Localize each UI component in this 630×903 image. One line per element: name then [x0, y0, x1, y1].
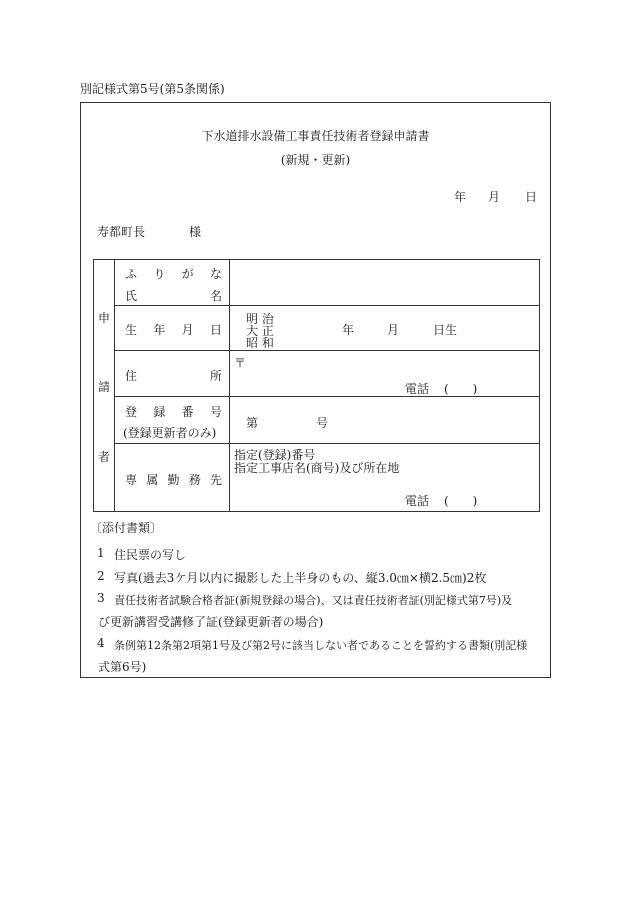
date-day-field[interactable]: 日 [525, 190, 538, 204]
registration-number-input[interactable] [262, 408, 314, 432]
birth-year-field[interactable]: 年 [342, 323, 355, 337]
era-taisho[interactable]: 大 正 [246, 324, 274, 338]
attachment-3-text-cont: び更新講習受講修了証(登録更新者の場合) [98, 615, 324, 629]
applicant-group-label-3: 者 [98, 450, 111, 464]
attachment-4-text-cont: 式第6号) [98, 660, 147, 674]
name-label: 氏 名 [125, 289, 222, 303]
attachment-3-num: 3 [97, 591, 105, 605]
furigana-label: ふ り が な [125, 267, 222, 281]
attachment-2-text: 写真(過去3ケ月以内に撮影した上半身のもの、縦3.0㎝×横2.5㎝)2枚 [114, 571, 487, 585]
registration-dai: 第 [246, 416, 259, 430]
era-meiji[interactable]: 明 治 [246, 312, 274, 326]
name-input[interactable] [231, 261, 538, 304]
registration-note: (登録更新者のみ) [123, 426, 217, 440]
applicant-group-label-2: 請 [98, 380, 111, 394]
date-year-field[interactable]: 年 [454, 190, 467, 204]
address-input[interactable] [250, 354, 536, 378]
birth-month-field[interactable]: 月 [387, 323, 400, 337]
attachment-4-text: 条例第12条第2項第1号及び第2号に該当しない者であることを誓約する書類(別記様 [114, 639, 528, 652]
attachment-1-num: 1 [97, 546, 105, 560]
attachment-2-num: 2 [97, 569, 105, 583]
era-showa[interactable]: 昭 和 [246, 336, 274, 350]
addressee: 寿都町長 [97, 225, 146, 239]
employer-designation-number: 指定(登録)番号 [234, 448, 316, 462]
employer-label: 専 属 勤 務 先 [125, 473, 222, 487]
attachment-1-text: 住民票の写し [114, 548, 187, 562]
applicant-group-label-1: 申 [98, 311, 111, 325]
form-number: 別記様式第5号(第5条関係) [80, 82, 225, 96]
employer-input[interactable] [234, 474, 534, 490]
phone-input[interactable]: ( ) [444, 382, 478, 396]
form-subtitle: (新規・更新) [280, 153, 351, 167]
birth-day-field[interactable]: 日生 [433, 323, 458, 337]
date-month-field[interactable]: 月 [488, 190, 501, 204]
employer-shop-name-address: 指定工事店名(商号)及び所在地 [234, 461, 400, 475]
employer-phone-label: 電話 [405, 494, 430, 508]
form-title: 下水道排水設備工事責任技術者登録申請書 [201, 129, 430, 143]
addressee-honorific: 様 [189, 225, 202, 239]
registration-label: 登 録 番 号 [125, 405, 222, 419]
attachment-3-text: 責任技術者試験合格者証(新規登録の場合)、又は責任技術者証(別記様式第7号)及 [114, 594, 513, 607]
phone-label: 電話 [405, 382, 430, 396]
attachments-header: 〔添付書類〕 [90, 521, 163, 535]
birthdate-label: 生 年 月 日 [125, 323, 222, 337]
employer-phone-input[interactable]: ( ) [444, 494, 478, 508]
attachment-4-num: 4 [97, 636, 105, 650]
postal-mark: 〒 [234, 356, 247, 370]
registration-go: 号 [316, 416, 329, 430]
address-label: 住 所 [125, 369, 222, 383]
